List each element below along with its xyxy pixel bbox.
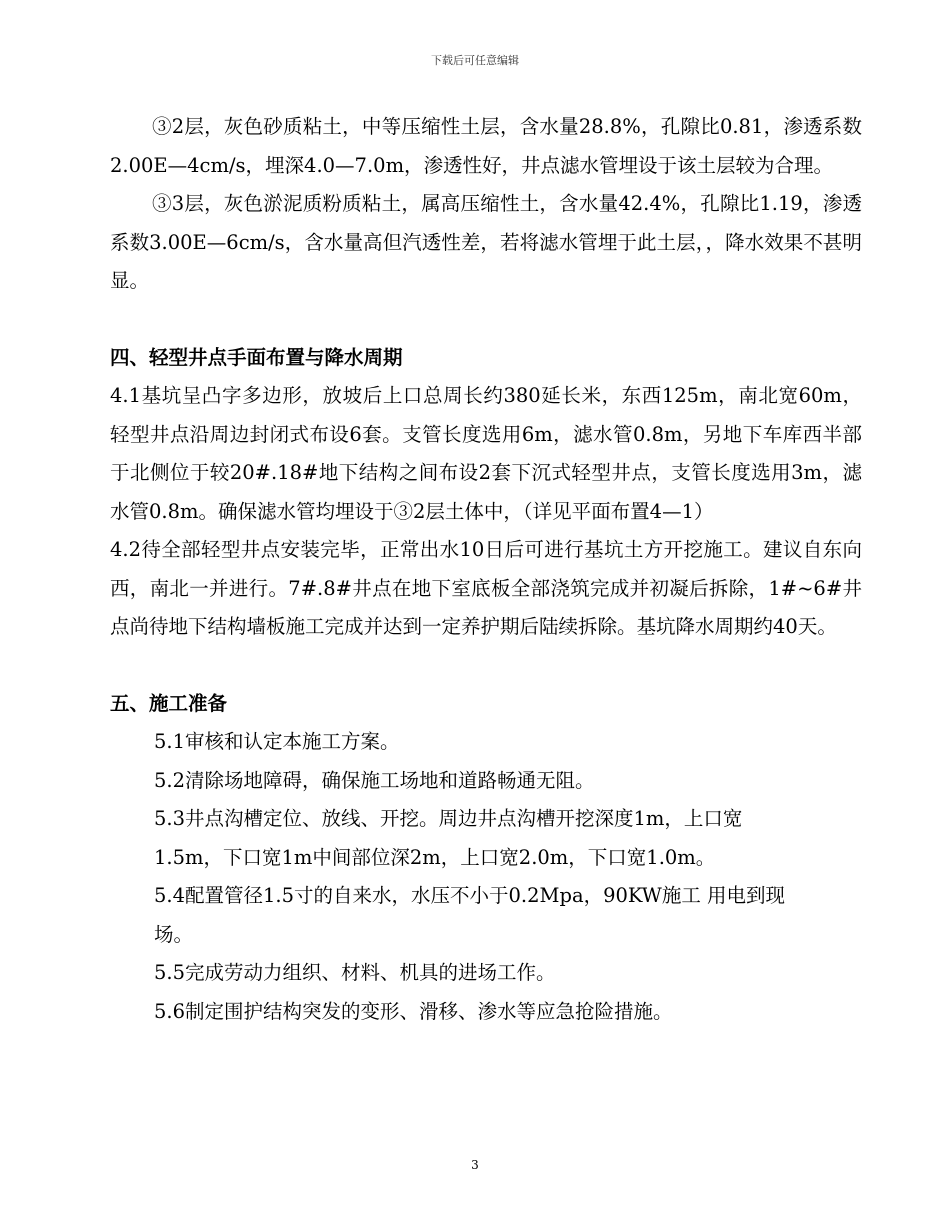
paragraph-layer-3-2: ③2层，灰色砂质粘土，中等压缩性土层，含水量28.8%，孔隙比0.81，渗透系数2.00E—4cm/s，埋深4.0—7.0m，渗透性好，井点滤水管埋设于该土层较为合理。 [110, 115, 862, 177]
page-number: 3 [471, 1158, 479, 1172]
list-item: 5.3井点沟槽定位、放线、开挖。周边井点沟槽开挖深度1m，上口宽1.5m，下口宽1m中间部位深2m，上口宽2.0m，下口宽1.0m。 [154, 807, 743, 869]
list-item: 5.1审核和认定本施工方案。 [154, 730, 400, 753]
section-5-heading: 五、施工准备 [110, 691, 228, 715]
list-item: 5.4配置管径1.5寸的自来水，水压不小于0.2Mpa，90KW施工 用电到现场。 [154, 884, 786, 946]
section-4-heading: 四、轻型井点手面布置与降水周期 [110, 345, 403, 369]
page-header: 下载后可任意编辑 [431, 54, 519, 67]
spacer [110, 647, 862, 685]
list-item: 5.6制定围护结构突发的变形、滑移、渗水等应急抢险措施。 [154, 999, 673, 1023]
section-4-paragraph-1: 4.1基坑呈凸字多边形，放坡后上口总周长约380延长米，东西125m，南北宽60m，轻型井点沿周边封闭式布设6套。支管长度选用6m，滤水管0.8m，另地下车库西半部于北侧位于较20#.18#地下结构之间布设2套下沉式轻型井点，支管长度选用3m，滤水管0.8m。确保滤水管均埋设于③2层土体中，（详见平面布置4—1） [110, 384, 862, 523]
paragraph-layer-3-3: ③3层，灰色淤泥质粉质粘土，属高压缩性土，含水量42.4%，孔隙比1.19，渗透系数3.00E—6cm/s，含水量高但汽透性差，若将滤水管埋于此土层，，降水效果不甚明显。 [110, 192, 862, 292]
list-item: 5.5完成劳动力组织、材料、机具的进场工作。 [154, 961, 556, 984]
list-item: 5.2清除场地障碍，确保施工场地和道路畅通无阻。 [154, 768, 595, 792]
document-body [110, 108, 862, 1031]
spacer [110, 301, 862, 339]
section-4-paragraph-2: 4.2待全部轻型井点安装完毕，正常出水10日后可进行基坑土方开挖施工。建议自东向西，南北一并进行。7#.8#井点在地下室底板全部浇筑完成并初凝后拆除，1#~6#井点尚待地下结构墙板施工完成并达到一定养护期后陆续拆除。基坑降水周期约40天。 [110, 538, 862, 638]
